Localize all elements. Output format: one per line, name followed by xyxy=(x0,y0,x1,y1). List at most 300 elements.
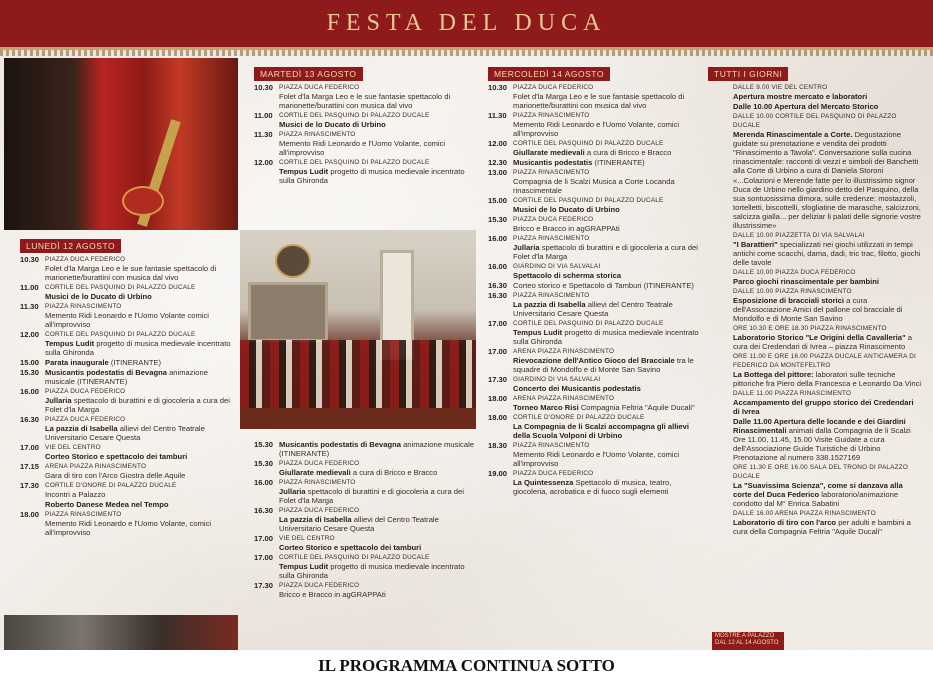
event-row xyxy=(20,302,232,329)
event-time: 13.00 xyxy=(488,168,508,177)
event-body xyxy=(733,417,922,462)
event-row xyxy=(254,459,476,477)
costumed-crowd xyxy=(240,340,476,410)
palace-hall-photo xyxy=(240,230,476,429)
event-body xyxy=(733,324,922,351)
event-row xyxy=(20,500,232,509)
event-time: 12.00 xyxy=(20,330,40,339)
event-description: a cura di Bricco e Bracco xyxy=(586,148,672,157)
event-description: progetto di musica medievale incentrato sulla Ghironda xyxy=(279,167,465,185)
event-body xyxy=(733,352,922,388)
event-title: Concerto dei Musicantis podestatis xyxy=(513,384,641,393)
event-body xyxy=(733,112,922,175)
event-location: ORE 10.30 E ORE 18.30 PIAZZA RINASCIMENTO xyxy=(733,325,887,332)
event-body xyxy=(513,347,700,374)
event-body xyxy=(513,394,700,412)
event-location: CORTILE DEL PASQUINO DI PALAZZO DUCALE xyxy=(279,554,430,561)
event-description: Incontri a Palazzo xyxy=(45,490,106,499)
event-row xyxy=(20,510,232,537)
crest-shape xyxy=(275,244,311,278)
event-row xyxy=(20,255,232,282)
event-description: allievi del Centro Teatrale Universitario Cesare Questa xyxy=(279,515,439,533)
event-title: Musicantis podestatis di Bevagna xyxy=(45,368,167,377)
day-column-monday xyxy=(20,236,232,614)
event-row xyxy=(488,262,700,280)
event-description: spettacolo di burattini e di giocoleria a cura dei Folet d'la Marga xyxy=(45,396,230,414)
event-body xyxy=(513,441,700,468)
event-description: animazione musicale (ITINERANTE) xyxy=(45,368,208,386)
day-header: LUNEDÌ 12 AGOSTO xyxy=(20,239,121,253)
event-body xyxy=(733,102,922,111)
event-description: Memento Ridi Leonardo e l'Uomo Volante, comici all'improvviso xyxy=(45,519,212,537)
event-body xyxy=(45,443,232,461)
event-body xyxy=(45,255,232,282)
event-description: a cura dell'Associazione Amici del pallone col bracciale di Mondolfo e di Monte San Savino xyxy=(733,296,903,323)
event-location: PIAZZA RINASCIMENTO xyxy=(513,169,590,176)
event-location: PIAZZA RINASCIMENTO xyxy=(513,442,590,449)
event-body xyxy=(513,319,700,346)
event-time xyxy=(708,231,733,267)
event-location: DALLE 16.00 ARENA PIAZZA RINASCIMENTO xyxy=(733,510,876,517)
event-body xyxy=(45,481,232,499)
event-location: ARENA PIAZZA RINASCIMENTO xyxy=(513,395,615,402)
event-body xyxy=(733,463,922,508)
event-title: "I Barattieri" xyxy=(733,240,778,249)
event-row xyxy=(254,506,476,533)
event-row xyxy=(488,83,700,110)
event-title: Giullarate medievali xyxy=(279,468,351,477)
event-description: Compagnia de li Scalzi Musica a Corte Locanda rinascimentale xyxy=(513,177,675,195)
event-time: 18.00 xyxy=(488,394,508,403)
event-title: La pazzia di Isabella xyxy=(513,300,586,309)
event-time: 17.00 xyxy=(254,553,274,562)
event-time: 11.00 xyxy=(254,111,273,120)
event-location: CORTILE D'ONORE DI PALAZZO DUCALE xyxy=(513,414,645,421)
event-title: La Quintessenza xyxy=(513,478,574,487)
event-time: 10.30 xyxy=(254,83,274,92)
event-title: Musicantis podestatis xyxy=(513,158,593,167)
event-row xyxy=(254,553,476,580)
event-time: 17.00 xyxy=(254,534,274,543)
event-description: allievi del Centro Teatrale Universitario Cesare Questa xyxy=(513,300,673,318)
event-body xyxy=(45,500,232,509)
event-time: 10.30 xyxy=(488,83,508,92)
event-location: DALLE 10.00 PIAZZETTA DI VIA SALVALAI xyxy=(733,232,865,239)
event-time: 15.30 xyxy=(20,368,40,377)
event-time xyxy=(708,509,733,536)
event-row xyxy=(708,112,922,175)
event-body xyxy=(513,469,700,496)
event-description: (ITINERANTE) xyxy=(594,158,645,167)
decorative-border xyxy=(0,50,933,56)
event-location: CORTILE DEL PASQUINO DI PALAZZO DUCALE xyxy=(45,284,196,291)
event-row xyxy=(254,111,476,129)
event-time: 16.00 xyxy=(20,387,40,396)
day-header: MARTEDÌ 13 AGOSTO xyxy=(254,67,363,81)
event-body xyxy=(279,553,476,580)
event-time: 16.30 xyxy=(488,291,508,300)
day-column-tuesday xyxy=(254,64,476,226)
event-row xyxy=(488,215,700,233)
event-row xyxy=(708,389,922,416)
event-location: PIAZZA RINASCIMENTO xyxy=(513,292,590,299)
event-row xyxy=(488,413,700,440)
event-time xyxy=(708,324,733,351)
event-title: Accampamento del gruppo storico dei Credendari di Ivrea xyxy=(733,398,914,416)
event-title: La pazzia di Isabella xyxy=(45,424,118,433)
event-description: Spettacolo di musica, teatro, giocoleria, acrobatica e di fuoco sugli elementi xyxy=(513,478,672,496)
event-time: 15.30 xyxy=(254,440,274,449)
event-time xyxy=(708,176,733,230)
event-description: laboratori sulle tecniche pittoriche fra Piero della Francesca e Leonardo Da Vinci xyxy=(733,370,922,388)
event-row xyxy=(708,231,922,267)
event-body xyxy=(279,478,476,505)
event-body xyxy=(513,281,700,290)
event-time: 16.00 xyxy=(488,234,508,243)
event-location: VIE DEL CENTRO xyxy=(45,444,101,451)
event-time xyxy=(708,463,733,508)
event-time: 17.00 xyxy=(20,443,40,452)
hand-shape xyxy=(122,186,164,216)
event-row xyxy=(20,462,232,480)
event-row xyxy=(254,83,476,110)
event-row xyxy=(20,358,232,367)
event-description: animazione musicale (ITINERANTE) xyxy=(279,440,474,458)
event-time: 18.30 xyxy=(488,441,508,450)
event-description: Memento Ridi Leonardo e l'Uomo Volante, comici all'improvviso xyxy=(279,139,446,157)
event-description: a cura dei Credendari di Ivrea – piazza Rinascimento xyxy=(733,333,912,351)
event-description: Bricco e Bracco in agGRAPPAti xyxy=(279,590,386,599)
event-body xyxy=(279,158,476,185)
event-title: Spettacolo di scherma storica xyxy=(513,271,622,280)
event-description: allievi del Centro Teatrale Universitario Cesare Questa xyxy=(45,424,205,442)
event-location: PIAZZA DUCA FEDERICO xyxy=(513,216,594,223)
event-location: PIAZZA RINASCIMENTO xyxy=(279,131,356,138)
event-row xyxy=(708,83,922,101)
event-time: 12.00 xyxy=(254,158,274,167)
event-title: Rievocazione dell'Antico Gioco del Bracciale xyxy=(513,356,675,365)
event-time: 17.15 xyxy=(20,462,40,471)
poster-title: FESTA DEL DUCA xyxy=(326,10,607,36)
event-row xyxy=(488,319,700,346)
event-time xyxy=(708,268,733,286)
event-description: progetto di musica medievale incentrato sulla Ghironda xyxy=(279,562,465,580)
event-time: 17.00 xyxy=(488,319,508,328)
event-time: 17.00 xyxy=(488,347,508,356)
event-title: Apertura mostre mercato e laboratori xyxy=(733,92,868,101)
event-time xyxy=(708,417,733,462)
title-banner xyxy=(0,0,933,50)
event-body xyxy=(733,509,922,536)
event-title: Tempus Ludit xyxy=(279,167,329,176)
event-body xyxy=(513,83,700,110)
event-location: PIAZZA RINASCIMENTO xyxy=(279,479,356,486)
event-row xyxy=(254,440,476,458)
duke-costume-photo xyxy=(4,58,238,230)
event-location: CORTILE DEL PASQUINO DI PALAZZO DUCALE xyxy=(45,331,196,338)
event-location: DALLE 10.00 PIAZZA DUCA FEDERICO xyxy=(733,269,856,276)
event-location: DALLE 9.00 VIE DEL CENTRO xyxy=(733,84,828,91)
event-title: La Bottega del pittore: xyxy=(733,370,814,379)
event-location: GIARDINO DI VIA SALVALAI xyxy=(513,376,601,383)
event-body xyxy=(513,291,700,318)
event-title: Esposizione di bracciali storici xyxy=(733,296,844,305)
event-body xyxy=(513,262,700,280)
event-description: Memento Ridi Leonardo e l'Uomo Volante comici all'improvviso xyxy=(45,311,209,329)
event-location: PIAZZA DUCA FEDERICO xyxy=(279,507,360,514)
event-location: PIAZZA DUCA FEDERICO xyxy=(279,582,360,589)
event-row xyxy=(488,281,700,290)
event-time: 16.30 xyxy=(20,415,40,424)
event-location: CORTILE D'ONORE DI PALAZZO DUCALE xyxy=(45,482,177,489)
event-description: Folet d'la Marga Leo e le sue fantasie spettacolo di marionette/burattini con musica dal vivo xyxy=(279,92,451,110)
event-body xyxy=(45,387,232,414)
event-row xyxy=(488,158,700,167)
event-time: 19.00 xyxy=(488,469,508,478)
event-row xyxy=(488,291,700,318)
event-row xyxy=(708,324,922,351)
event-description: Compagnia Feltria "Aquile Ducali" xyxy=(580,403,695,412)
event-row xyxy=(488,347,700,374)
event-time: 15.00 xyxy=(20,358,40,367)
event-description: Bricco e Bracco in agGRAPPAti xyxy=(513,224,620,233)
event-time: 16.30 xyxy=(488,281,508,290)
event-description: a cura di Bricco e Bracco xyxy=(352,468,438,477)
event-title: Laboratorio di tiro con l'arco xyxy=(733,518,837,527)
event-row xyxy=(254,158,476,185)
event-body xyxy=(279,130,476,157)
event-time: 17.30 xyxy=(20,481,40,490)
event-row xyxy=(254,130,476,157)
event-time: 16.30 xyxy=(254,506,274,515)
event-location: PIAZZA RINASCIMENTO xyxy=(513,235,590,242)
event-body xyxy=(513,158,700,167)
event-time: 12.30 xyxy=(488,158,508,167)
event-title: La pazzia di Isabella xyxy=(279,515,352,524)
street-photo xyxy=(4,615,238,650)
event-description: Degustazione guidate su prenotazione e vendita dei prodotti "Rinascimento a Tavola". Conversazione sulla cucina rinascimentale: racconti di vezzi e simboli dei Banchetti alla Corte di Urbino a cura di Daniela Storoni xyxy=(733,130,919,175)
event-location: PIAZZA DUCA FEDERICO xyxy=(513,470,594,477)
event-description: Folet d'la Marga Leo e le sue fantasie spettacolo di marionette/burattini con musica dal vivo xyxy=(513,92,685,110)
event-location: DALLE 10.00 PIAZZA RINASCIMENTO xyxy=(733,288,852,295)
event-time: 16.00 xyxy=(254,478,274,487)
event-body xyxy=(513,111,700,138)
event-location: PIAZZA RINASCIMENTO xyxy=(45,511,122,518)
event-description: specializzati nei giochi utilizzati in tempi antichi come scacchi, dama, dadi, tric trac, filotto, giochi delle tavole xyxy=(733,240,921,267)
event-title: Tempus Ludit xyxy=(45,339,95,348)
event-row xyxy=(708,102,922,111)
event-row xyxy=(20,283,232,301)
continue-note: IL PROGRAMMA CONTINUA SOTTO xyxy=(318,656,615,675)
event-title: Dalle 10.00 Apertura del Mercato Storico xyxy=(733,102,879,111)
event-row xyxy=(488,139,700,157)
event-description: Memento Ridi Leonardo e l'Uomo Volante, comici all'improvviso xyxy=(513,450,680,468)
event-row xyxy=(488,111,700,138)
event-row xyxy=(488,234,700,261)
event-title: Torneo Marco Risi xyxy=(513,403,579,412)
event-body xyxy=(45,415,232,442)
event-description: animati dalla Compagnia de li Scalzi Ore 11.00, 11.45, 15.00 Visite Guidate a cura dell'Associazione Guide Turistiche di Urbino Prenotazione al numero 338.1527169 xyxy=(733,426,911,462)
event-row xyxy=(254,581,476,599)
event-title: Jullaria xyxy=(279,487,306,496)
event-time: 16.00 xyxy=(488,262,508,271)
photo-shadow xyxy=(4,58,74,230)
event-time xyxy=(708,102,733,111)
event-time: 12.00 xyxy=(488,139,508,148)
event-description: spettacolo di burattini e di giocoleria a cura dei Folet d'la Marga xyxy=(513,243,698,261)
event-description: Corteo storico e Spettacolo di Tamburi (ITINERANTE) xyxy=(513,281,694,290)
event-body xyxy=(45,358,232,367)
event-time: 11.30 xyxy=(488,111,507,120)
event-title: Giullarate medievali xyxy=(513,148,585,157)
mostre-badge xyxy=(712,632,784,650)
event-description: progetto di musica medievale incentrato sulla Ghironda xyxy=(513,328,699,346)
day-header: MERCOLEDÌ 14 AGOSTO xyxy=(488,67,610,81)
event-body xyxy=(513,413,700,440)
event-title: Musici de lo Ducato di Urbino xyxy=(45,292,152,301)
event-body xyxy=(513,215,700,233)
event-body xyxy=(733,389,922,416)
event-location: CORTILE DEL PASQUINO DI PALAZZO DUCALE xyxy=(279,159,430,166)
event-title: Laboratorio Storico "Le Origini della Cavalleria" xyxy=(733,333,906,342)
event-row xyxy=(20,415,232,442)
event-title: Parata inaugurale xyxy=(45,358,109,367)
event-body xyxy=(733,231,922,267)
event-location: PIAZZA DUCA FEDERICO xyxy=(45,416,126,423)
event-location: PIAZZA DUCA FEDERICO xyxy=(279,84,360,91)
event-row xyxy=(708,176,922,230)
event-title: La Compagnia de li Scalzi accompagna gli allievi della Scuola Volponi di Urbino xyxy=(513,422,689,440)
event-description: Memento Ridi Leonardo e l'Uomo Volante, comici all'improvviso xyxy=(513,120,680,138)
event-body xyxy=(733,287,922,323)
event-title: La "Suavissima Scienza", come si danzava alla corte del Duca Federico xyxy=(733,481,903,499)
event-title: Musicantis podestatis di Bevagna xyxy=(279,440,401,449)
event-body xyxy=(733,176,922,230)
event-body xyxy=(513,375,700,393)
event-time: 15.00 xyxy=(488,196,508,205)
event-title: Musici de lo Ducato di Urbino xyxy=(279,120,386,129)
event-body xyxy=(513,196,700,214)
event-time xyxy=(20,500,45,509)
every-day-column xyxy=(708,64,922,630)
event-location: GIARDINO DI VIA SALVALAI xyxy=(513,263,601,270)
event-description: Gara di tiro con l'Arco Giostra delle Aquile xyxy=(45,471,186,480)
event-row xyxy=(20,481,232,499)
event-title: Dalle 11.00 Apertura delle locande e dei Giardini Rinascimentali xyxy=(733,417,906,435)
event-row xyxy=(488,469,700,496)
event-title: Musici de lo Ducato di Urbino xyxy=(513,205,620,214)
event-body xyxy=(279,111,476,129)
event-body xyxy=(45,330,232,357)
mostre-note: MOSTRE A PALAZZO DAL 12 AL 14 AGOSTO xyxy=(715,633,779,646)
event-time xyxy=(708,112,733,175)
event-title: Merenda Rinascimentale a Corte. xyxy=(733,130,853,139)
event-body xyxy=(279,581,476,599)
event-row xyxy=(20,387,232,414)
event-location: ORE 11.30 E ORE 16.00 SALA DEL TRONO DI PALAZZO DUCALE xyxy=(733,464,909,480)
event-body xyxy=(513,168,700,195)
event-description: laboratorio/animazione condotto dal M° Enrica Sabatini xyxy=(733,490,899,508)
event-time: 18.00 xyxy=(20,510,40,519)
floor-shape xyxy=(240,408,476,429)
event-description: «...Colazioni e Merende fatte per lo illustrissimo signor Duca de Urbino nello giardino detto del Pasquino, della sua sontuosissima dimora, sulle credenze: mostazzoli, tortelletti, biscottelli, sfogliatine de marasche, salcizzoni, salcizza gialla... per deliziar li palati delle signorie vostre illustrissime» xyxy=(733,176,921,230)
event-title: Parco giochi rinascimentale per bambini xyxy=(733,277,880,286)
event-time: 10.30 xyxy=(20,255,40,264)
event-row xyxy=(488,394,700,412)
event-body xyxy=(279,534,476,552)
event-row xyxy=(488,375,700,393)
event-row xyxy=(708,463,922,508)
event-title: Roberto Danese Medea nel Tempo xyxy=(45,500,169,509)
event-body xyxy=(733,83,922,101)
event-time xyxy=(708,83,733,101)
event-row xyxy=(708,352,922,388)
event-title: Jullaria xyxy=(513,243,540,252)
event-location: PIAZZA RINASCIMENTO xyxy=(513,112,590,119)
event-location: ARENA PIAZZA RINASCIMENTO xyxy=(513,348,615,355)
event-row xyxy=(708,287,922,323)
event-time: 15.30 xyxy=(488,215,508,224)
event-row xyxy=(254,534,476,552)
event-row xyxy=(20,443,232,461)
event-row xyxy=(708,268,922,286)
event-time: 15.30 xyxy=(254,459,274,468)
day-header: TUTTI I GIORNI xyxy=(708,67,788,81)
event-location: CORTILE DEL PASQUINO DI PALAZZO DUCALE xyxy=(513,320,664,327)
event-location: PIAZZA DUCA FEDERICO xyxy=(279,460,360,467)
event-row xyxy=(488,196,700,214)
event-location: PIAZZA DUCA FEDERICO xyxy=(513,84,594,91)
event-body xyxy=(733,268,922,286)
event-body xyxy=(45,283,232,301)
event-location: VIE DEL CENTRO xyxy=(279,535,335,542)
event-location: CORTILE DEL PASQUINO DI PALAZZO DUCALE xyxy=(513,140,664,147)
event-description: Folet d'la Marga Leo e le sue fantasie spettacolo di marionette/burattini con musica dal vivo xyxy=(45,264,217,282)
event-row xyxy=(708,509,922,536)
event-body xyxy=(279,459,476,477)
event-row xyxy=(20,368,232,386)
event-body xyxy=(45,302,232,329)
event-body xyxy=(279,440,476,458)
event-description: per adulti e bambini a cura della Compagnia Feltria "Aquile Ducali" xyxy=(733,518,911,536)
event-description: progetto di musica medievale incentrato sulla Ghironda xyxy=(45,339,231,357)
event-body xyxy=(513,139,700,157)
event-time xyxy=(708,389,733,416)
event-description: spettacolo di burattini e di giocoleria a cura dei Folet d'la Marga xyxy=(279,487,464,505)
event-body xyxy=(279,83,476,110)
event-location: DALLE 11.00 PIAZZA RINASCIMENTO xyxy=(733,390,852,397)
event-body xyxy=(45,368,232,386)
event-title: Corteo Storico e spettacolo dei tamburi xyxy=(279,543,422,552)
event-title: Corteo Storico e spettacolo dei tamburi xyxy=(45,452,188,461)
event-time: 11.30 xyxy=(254,130,273,139)
event-body xyxy=(279,506,476,533)
event-location: CORTILE DEL PASQUINO DI PALAZZO DUCALE xyxy=(279,112,430,119)
event-title: Tempus Ludit xyxy=(279,562,329,571)
event-location: PIAZZA DUCA FEDERICO xyxy=(45,388,126,395)
event-time xyxy=(708,287,733,323)
event-row xyxy=(254,478,476,505)
event-location: ARENA PIAZZA RINASCIMENTO xyxy=(45,463,147,470)
event-row xyxy=(488,168,700,195)
event-title: Tempus Ludit xyxy=(513,328,563,337)
event-row xyxy=(20,330,232,357)
event-time: 11.00 xyxy=(20,283,39,292)
event-time xyxy=(708,352,733,388)
event-location: CORTILE DEL PASQUINO DI PALAZZO DUCALE xyxy=(513,197,664,204)
day-column-wednesday xyxy=(488,64,700,650)
event-location: PIAZZA RINASCIMENTO xyxy=(45,303,122,310)
